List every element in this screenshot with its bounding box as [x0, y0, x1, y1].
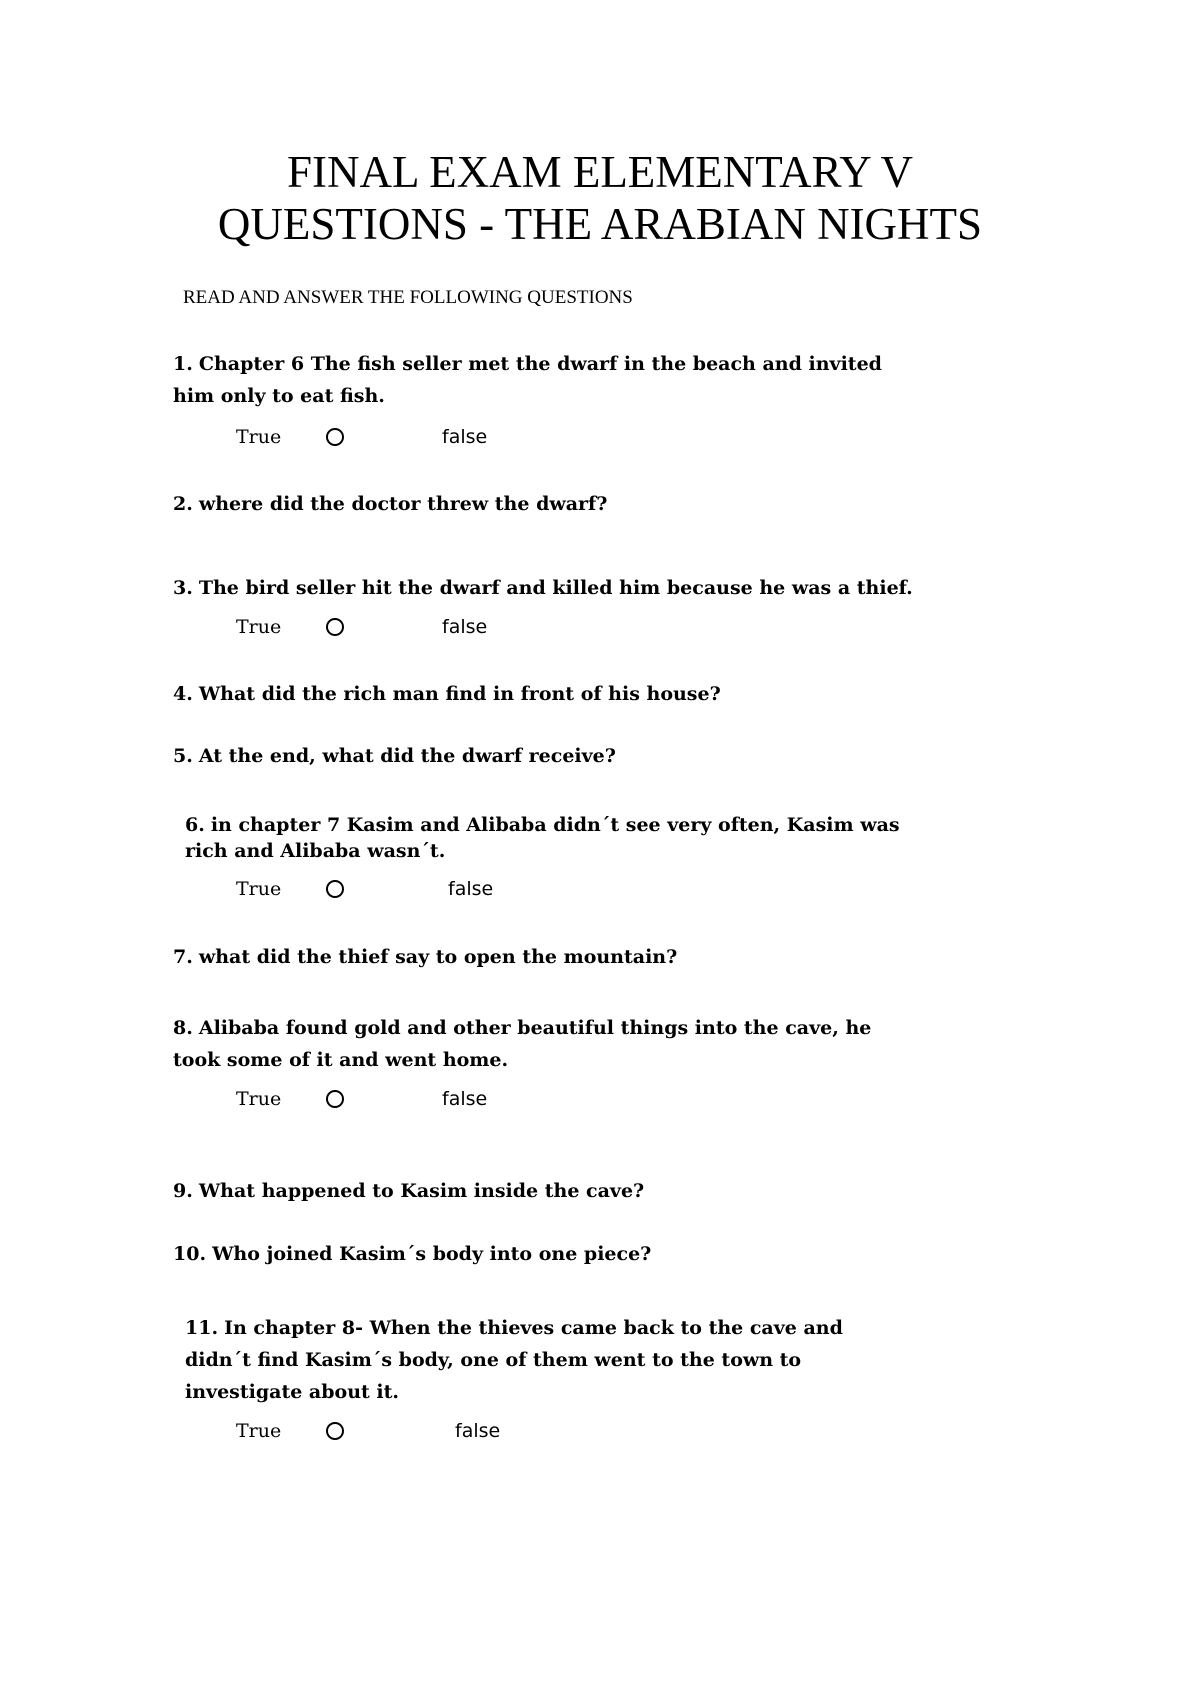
question-number: 9. [173, 1180, 193, 1202]
question-text: What happened to Kasim inside the cave? [198, 1180, 645, 1202]
true-option[interactable]: True [236, 616, 282, 638]
false-option[interactable]: false [442, 1088, 488, 1110]
question-number: 8. [173, 1017, 193, 1039]
question-text: didn´t find Kasim´s body, one of them went to the town to [185, 1349, 802, 1371]
true-option[interactable]: True [236, 1420, 282, 1442]
radio-circle-icon[interactable] [326, 1422, 344, 1440]
question-3 [173, 572, 913, 604]
question-number: 6. [185, 814, 205, 836]
question-text: him only to eat fish. [173, 385, 385, 407]
question-11 [185, 1312, 843, 1408]
question-number: 4. [173, 683, 193, 705]
question-text: At the end, what did the dwarf receive? [198, 745, 616, 767]
radio-circle-icon[interactable] [326, 618, 344, 636]
true-option[interactable]: True [236, 1088, 282, 1110]
question-number: 10. [173, 1243, 207, 1265]
question-5 [173, 740, 616, 772]
question-text: took some of it and went home. [173, 1049, 509, 1071]
question-9 [173, 1175, 644, 1207]
question-7 [173, 941, 677, 973]
instruction-text: READ AND ANSWER THE FOLLOWING QUESTIONS [183, 287, 633, 308]
question-2 [173, 488, 607, 520]
false-option[interactable]: false [455, 1420, 501, 1442]
question-text: Alibaba found gold and other beautiful things into the cave, he [198, 1017, 872, 1039]
question-text: What did the rich man find in front of his house? [198, 683, 721, 705]
exam-title: FINAL EXAM ELEMENTARY V [287, 147, 913, 197]
question-number: 7. [173, 946, 193, 968]
question-8 [173, 1012, 871, 1076]
exam-subtitle: QUESTIONS - THE ARABIAN NIGHTS [217, 199, 983, 249]
question-number: 1. [173, 353, 193, 375]
question-1 [173, 348, 882, 412]
question-number: 2. [173, 493, 193, 515]
false-option[interactable]: false [442, 426, 488, 448]
radio-circle-icon[interactable] [326, 428, 344, 446]
true-option[interactable]: True [236, 878, 282, 900]
radio-circle-icon[interactable] [326, 880, 344, 898]
question-4 [173, 678, 721, 710]
question-text: Chapter 6 The fish seller met the dwarf in the beach and invited [198, 353, 882, 375]
radio-circle-icon[interactable] [326, 1090, 344, 1108]
question-text: Who joined Kasim´s body into one piece? [212, 1243, 652, 1265]
question-text: in chapter 7 Kasim and Alibaba didn´t see very often, Kasim was [210, 814, 900, 836]
question-text: what did the thief say to open the mountain? [198, 946, 678, 968]
question-10 [173, 1238, 651, 1270]
question-text: investigate about it. [185, 1381, 400, 1403]
question-text: rich and Alibaba wasn´t. [185, 840, 446, 862]
question-text: In chapter 8- When the thieves came back to the cave and [224, 1317, 843, 1339]
question-number: 5. [173, 745, 193, 767]
question-6 [185, 812, 900, 864]
false-option[interactable]: false [448, 878, 494, 900]
true-option[interactable]: True [236, 426, 282, 448]
question-text: where did the doctor threw the dwarf? [198, 493, 608, 515]
question-number: 11. [185, 1317, 219, 1339]
false-option[interactable]: false [442, 616, 488, 638]
question-text: The bird seller hit the dwarf and killed him because he was a thief. [198, 577, 913, 599]
question-number: 3. [173, 577, 193, 599]
